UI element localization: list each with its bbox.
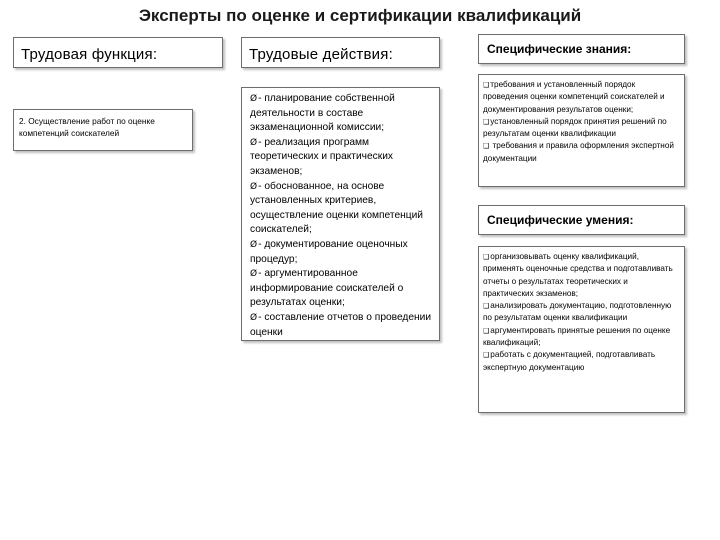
arrow-bullet-icon: Ø [250,181,258,192]
list-item: Ø- планирование собственной деятельности в составе экзаменационной комиссии; [250,93,395,134]
specific-knowledge-list-box [478,74,685,187]
labor-function-header: Трудовая функция: [21,46,158,63]
list-item: Ø- реализация программ теоретических и практических экзаменов; [250,136,393,177]
list-item: ❑организовывать оценку квалификаций, применять оценочные средства и подготавливать отчеты о результатах теоретических и практических экзаменов; [483,252,673,298]
list-item: Ø- аргументированное информирование соискателей о результатах оценки; [250,268,404,309]
arrow-bullet-icon: Ø [250,239,258,250]
labor-function-text: 2. Осуществление работ по оценке компетенций соискателей [19,116,155,138]
specific-skills-header: Специфические умения: [487,213,634,227]
checkbox-bullet-icon: ❑ [483,117,490,126]
checkbox-bullet-icon: ❑ [483,253,490,261]
arrow-bullet-icon: Ø [250,137,258,148]
specific-skills-list [479,247,684,374]
checkbox-bullet-icon: ❑ [483,81,490,89]
arrow-bullet-icon: Ø [250,94,258,104]
list-item: ❑работать с документацией, подготавливать экспертную документацию [483,350,656,372]
specific-skills-list-box [478,246,685,413]
page-title: Эксперты по оценке и сертификации квалификаций [138,6,582,25]
checkbox-bullet-icon: ❑ [483,142,490,151]
arrow-bullet-icon: Ø [250,269,258,280]
list-item: ❑ требования и правила оформления экспертной документации [483,141,674,163]
labor-actions-header-box [241,37,440,68]
checkbox-bullet-icon: ❑ [483,351,490,360]
labor-actions-list-box [241,87,440,341]
list-item: Ø- документирование оценочных процедур; [250,238,408,265]
specific-knowledge-list [479,75,684,165]
arrow-bullet-icon: Ø [250,312,258,323]
checkbox-bullet-icon: ❑ [483,326,490,335]
checkbox-bullet-icon: ❑ [483,302,490,311]
specific-skills-header-box [478,205,685,235]
list-item: ❑анализировать документацию, подготовленную по результатам оценки квалификации [483,301,672,323]
labor-function-header-box [13,37,223,68]
labor-function-text-box [13,109,193,151]
list-item: ❑аргументировать принятые решения по оценке квалификаций; [483,325,671,348]
specific-knowledge-header-box [478,34,685,64]
labor-actions-header: Трудовые действия: [249,46,393,63]
list-item: Ø- составление отчетов о проведении оценки [250,311,432,338]
list-item: ❑требования и установленный порядок проведения оценки компетенций соискателей и документирования результатов оценки; [483,80,665,114]
list-item: ❑установленный порядок принятия решений по результатам оценки квалификации [483,116,667,139]
list-item: Ø- обоснованное, на основе установленных критериев, осуществление оценки компетенций соискателей; [250,180,423,236]
specific-knowledge-header: Специфические знания: [487,42,632,56]
labor-actions-list [242,88,439,340]
